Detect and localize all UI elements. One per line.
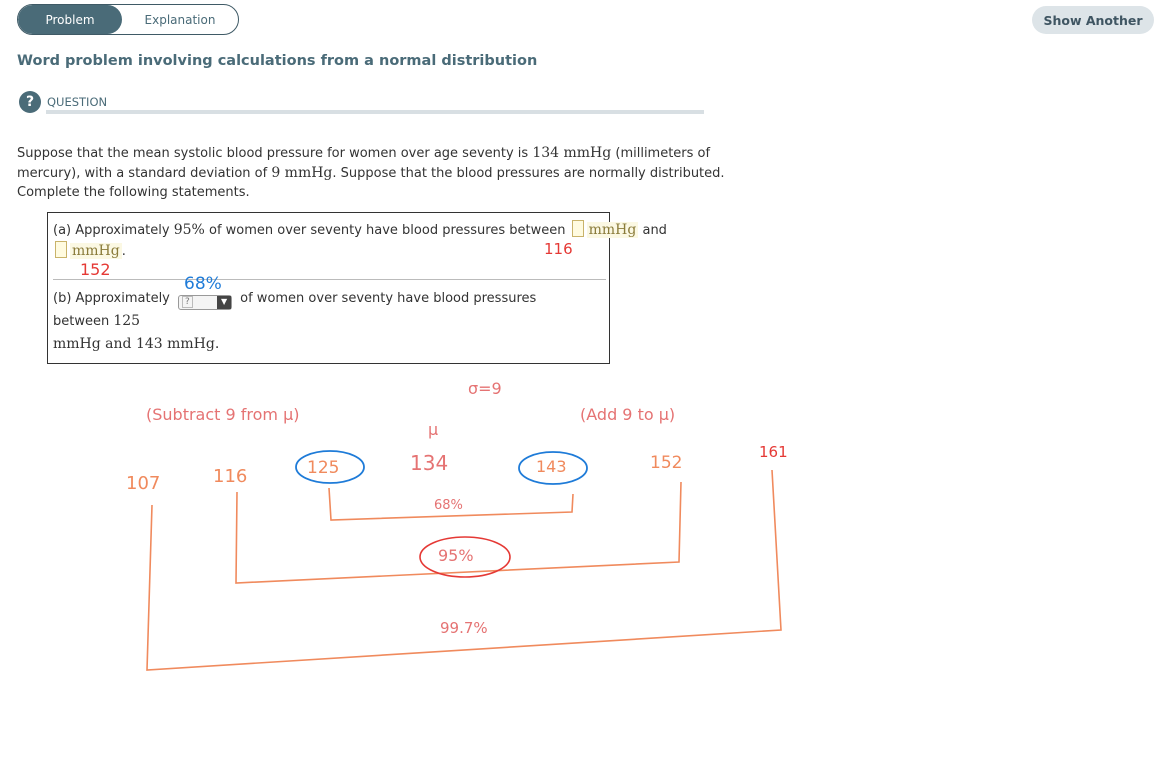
question-mark-icon: ? bbox=[19, 91, 41, 113]
part-b-period: . bbox=[214, 336, 220, 352]
part-a-percent: 95% bbox=[173, 222, 205, 238]
show-another-button[interactable]: Show Another bbox=[1032, 6, 1154, 34]
part-b-unit-and: mmHg and bbox=[53, 336, 136, 352]
part-b-value-1: 125 bbox=[113, 313, 141, 329]
part-b-text: of women over seventy have blood pressures between bbox=[53, 291, 537, 329]
tab-problem[interactable]: Problem bbox=[18, 5, 122, 34]
tab-explanation[interactable]: Explanation bbox=[144, 12, 216, 27]
ink-125: 125 bbox=[307, 458, 340, 478]
part-a-unit-1: mmHg bbox=[588, 222, 637, 238]
part-b-value-2: 143 mmHg bbox=[135, 336, 215, 352]
part-a-prefix: (a) Approximately bbox=[53, 223, 174, 238]
ink-997-percent: 99.7% bbox=[440, 619, 488, 637]
part-a-and: and bbox=[638, 223, 667, 238]
part-a-period: . bbox=[121, 244, 126, 259]
part-b-prefix: (b) Approximately bbox=[53, 291, 175, 306]
part-a-text: of women over seventy have blood pressures between bbox=[204, 223, 570, 238]
ink-bracket-997 bbox=[147, 470, 781, 670]
question-label: QUESTION bbox=[47, 95, 108, 109]
prompt-text-1: Suppose that the mean systolic blood pressure for women over age seventy is bbox=[17, 146, 533, 161]
prompt-mean: 134 mmHg bbox=[532, 145, 612, 161]
ink-subtract-note: (Subtract 9 from μ) bbox=[146, 405, 300, 424]
chevron-down-icon: ▼ bbox=[217, 296, 231, 309]
page-title: Word problem involving calculations from a normal distribution bbox=[17, 53, 538, 69]
ink-134: 134 bbox=[410, 451, 449, 475]
ink-107: 107 bbox=[126, 473, 161, 494]
ink-143: 143 bbox=[536, 457, 567, 476]
prompt-text-2: (millimeters of mercury), with a standard deviation of bbox=[17, 146, 711, 181]
ink-add-note: (Add 9 to μ) bbox=[580, 405, 676, 424]
ink-sigma: σ=9 bbox=[468, 379, 502, 398]
ink-answer-68: 68% bbox=[184, 274, 222, 294]
ink-95-percent: 95% bbox=[438, 546, 474, 565]
ink-116: 116 bbox=[213, 466, 248, 487]
prompt-sd: 9 mmHg bbox=[271, 164, 333, 181]
ink-answer-116: 116 bbox=[544, 240, 573, 258]
ink-152: 152 bbox=[650, 453, 683, 473]
ink-answer-152: 152 bbox=[80, 260, 111, 279]
ink-68-percent: 68% bbox=[434, 498, 463, 513]
prompt-text-3: . Suppose that the blood pressures are normally distributed. Complete the following statements. bbox=[17, 165, 725, 200]
dropdown-value: ? bbox=[182, 296, 193, 308]
ink-161: 161 bbox=[759, 443, 788, 461]
ink-mu: μ bbox=[428, 420, 439, 439]
part-a-unit-2: mmHg bbox=[72, 243, 120, 259]
